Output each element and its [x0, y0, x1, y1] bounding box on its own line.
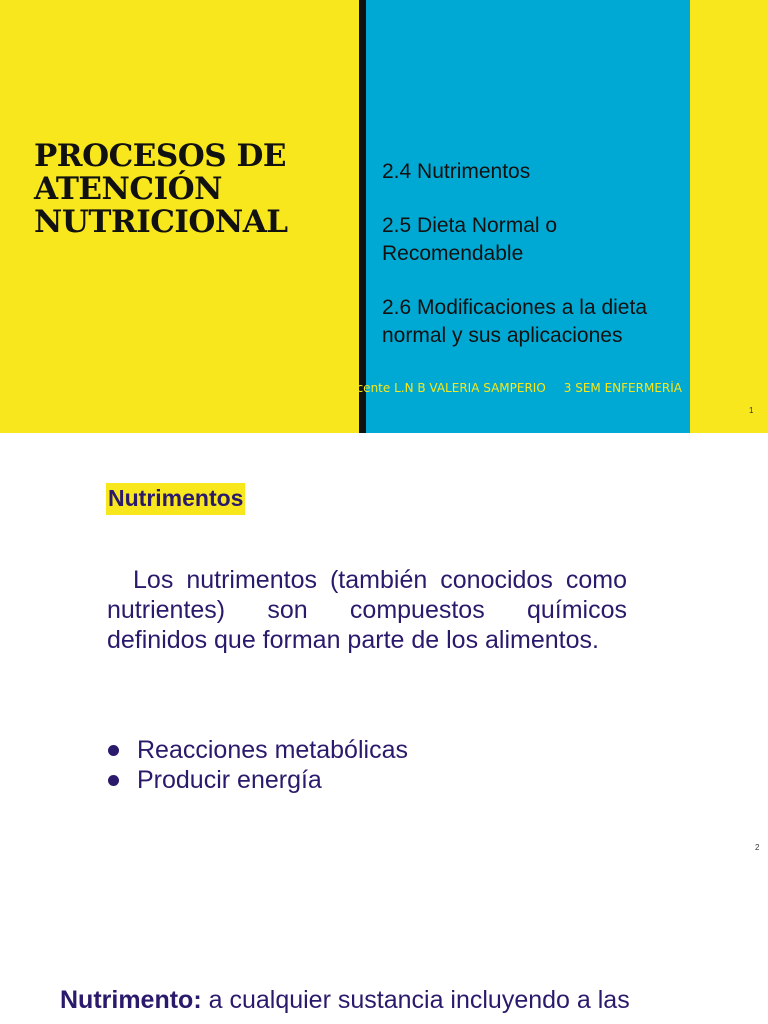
slide-3-definition: [60, 985, 710, 1015]
title-line-3: NUTRICIONAL: [34, 204, 288, 240]
bullet-dot-icon: [108, 775, 119, 786]
definition-term: Nutrimento:: [60, 986, 202, 1014]
slide-1-divider-bar: [359, 0, 366, 433]
bullet-dot-icon: [108, 745, 119, 756]
slide-1-title: [34, 140, 354, 239]
bullet-text: Reacciones metabólicas: [137, 736, 408, 764]
topic-item-2-6: 2.6 Modificaciones a la dieta normal y sus aplicaciones: [382, 296, 647, 347]
topic-list: [382, 158, 682, 376]
slide-3: [0, 873, 768, 1024]
slide-2: [0, 433, 768, 873]
slide-1-footer: [340, 381, 690, 401]
footer-author: Docente L.N B VALERIA SAMPERIO: [340, 381, 546, 395]
slide-2-paragraph: [107, 565, 627, 655]
title-line-2: ATENCIÓN: [34, 171, 222, 207]
bullet-text: Producir energía: [137, 766, 322, 794]
title-line-1: PROCESOS DE: [34, 138, 286, 174]
bullet-item: [106, 765, 408, 795]
topic-item-2-5: 2.5 Dieta Normal o Recomendable: [382, 214, 558, 265]
slide-1-page-number: 1: [749, 406, 754, 415]
slide-2-page-number: 2: [755, 843, 760, 852]
slide-1: [0, 0, 768, 433]
bullet-item: [106, 735, 408, 765]
footer-group: 3 SEM ENFERMERÍA: [563, 381, 682, 395]
topic-item-2-4: 2.4 Nutrimentos: [382, 160, 531, 183]
slide-2-heading: Nutrimentos: [106, 483, 245, 515]
bullet-list: [106, 735, 408, 795]
paragraph-text: Los nutrimentos (también conocidos como nutrientes) son compuestos químicos definidos que forman parte de los alimentos.: [107, 566, 627, 654]
definition-text: a cualquier sustancia incluyendo a las: [208, 986, 630, 1014]
